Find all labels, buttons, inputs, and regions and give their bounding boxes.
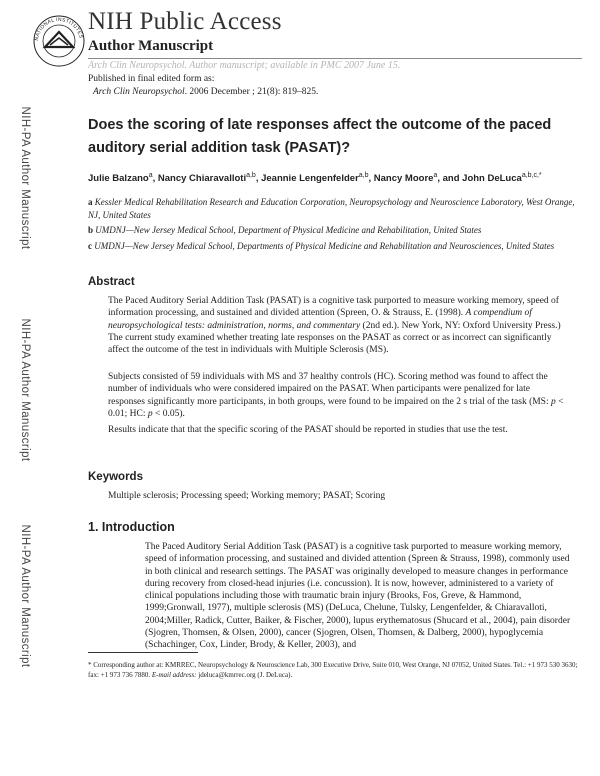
svg-text:NATIONAL INSTITUTES OF HEALTH: NATIONAL INSTITUTES xyxy=(33,16,84,42)
abstract-paragraph: Subjects consisted of 59 individuals with MS and 37 healthy controls (HC). Scoring method was found to affect the number of individuals who were considered impaired on the PASAT. When participants were penalized for late responses significantly more participants, in both groups, were found to be impaired on the 2 s trial of the task (MS: p < 0.01; HC: p < 0.05). xyxy=(108,372,564,419)
affiliation-b: b UMDNJ—New Jersey Medical School, Department of Physical Medicine and Rehabilitation, United States xyxy=(88,225,482,235)
published-label: Published in final edited form as: xyxy=(88,74,215,84)
side-label-bottom: NIH-PA Author Manuscript xyxy=(19,524,31,668)
journal-name: Arch Clin Neuropsychol xyxy=(93,87,185,97)
article-title: Does the scoring of late responses affect the outcome of the paced auditory serial addition task (PASAT)? xyxy=(88,117,552,156)
author-list xyxy=(88,169,578,185)
nih-logo xyxy=(32,14,86,68)
author: Nancy Chiaravalloti$^{a,b}$, xyxy=(157,172,262,185)
keywords-heading: Keywords xyxy=(88,471,143,483)
availability-note: Arch Clin Neuropsychol. Author manuscript; available in PMC 2007 June 15. xyxy=(88,60,401,71)
author: Jeannie Lengenfelder$^{a,b}$, xyxy=(261,172,374,185)
side-label-top: NIH-PA Author Manuscript xyxy=(19,106,31,250)
keywords-list: Multiple sclerosis; Processing speed; Working memory; PASAT; Scoring xyxy=(108,491,386,501)
author: Nancy Moore$^a$, and xyxy=(373,172,463,185)
side-label-middle: NIH-PA Author Manuscript xyxy=(19,318,31,462)
journal-citation xyxy=(93,87,318,97)
header-subtitle: Author Manuscript xyxy=(88,38,214,54)
author: Julie Balzano$^a$, xyxy=(88,172,158,185)
nih-seal-icon xyxy=(32,14,86,68)
author: John DeLuca$^{a,b,c,*}$ xyxy=(462,172,542,185)
abstract-paragraph: The Paced Auditory Serial Addition Task (PASAT) is a cognitive task purported to measure working memory, speed of information processing, and sustained and divided attention (Spreen, O. & Strauss, E. (1998). A compendium of neuropsychological tests: administration, norms, and commentary (2nd ed.). New York, NY: Oxford University Press.) The current study examined whether treating late responses on the PASAT as correct or as incorrect can significantly affect the outcome of the test in individuals with Multiple Sclerosis (MS). xyxy=(108,296,561,356)
abstract-paragraph: Results indicate that that the specific scoring of the PASAT should be reported in studies that use the test. xyxy=(108,425,508,435)
corresponding-author-footnote: * Corresponding author at: KMRREC, Neuropsychology & Neuroscience Lab, 300 Executive Drive, Suite 010, West Orange, NJ 07052, United States. Tel.: +1 973 530 3630; fax: +1 973 736 7880. E-mail address: jdeluca@kmrrec.org (J. DeLuca). xyxy=(88,661,578,679)
affiliation-a: a Kessler Medical Rehabilitation Research and Education Corporation, Neuropsychology and Neuroscience Laboratory, West Orange, NJ, United States xyxy=(88,197,575,220)
introduction-paragraph: The Paced Auditory Serial Addition Task (PASAT) is a cognitive task purported to measure working memory, speed of information processing, and sustained and divided attention (Spreen & Strauss, 1998), commonly used in both clinical and research settings. The PASAT was originally developed to measure changes in performance during recovery from closed-head injuries (i.e. concussion). It is now, however, administered to a variety of clinical populations including those with traumatic brain injury (Brooks, Fos, Greve, & Hammond, 1999;Gronwall, 1977), multiple sclerosis (MS) (DeLuca, Chelune, Tulsky, Lengenfelder, & Chiaravalloti, 2004;Miller, Radick, Cutter, Baiker, & Fischer, 2000), lupus erythematosus (Shucard et al., 2004), pain disorder (Sjogren, Thomsen, & Olsen, 2000), cancer (Sjogren, Olsen, Thomsen, & Dalberg, 2000), hypoglycemia (Schachinger, Cox, Linder, Brody, & Keller, 2003), and xyxy=(145,542,571,651)
header-title: NIH Public Access xyxy=(88,8,282,35)
header-divider xyxy=(88,58,582,59)
affiliation-c: c UMDNJ—New Jersey Medical School, Departments of Physical Medicine and Rehabilitation and Neurosciences, United States xyxy=(88,241,555,251)
footnote-divider xyxy=(88,652,198,653)
abstract-heading: Abstract xyxy=(88,276,135,288)
introduction-heading: 1. Introduction xyxy=(88,520,175,534)
citation-details: . 2006 December ; 21(8): 819–825. xyxy=(184,87,319,97)
